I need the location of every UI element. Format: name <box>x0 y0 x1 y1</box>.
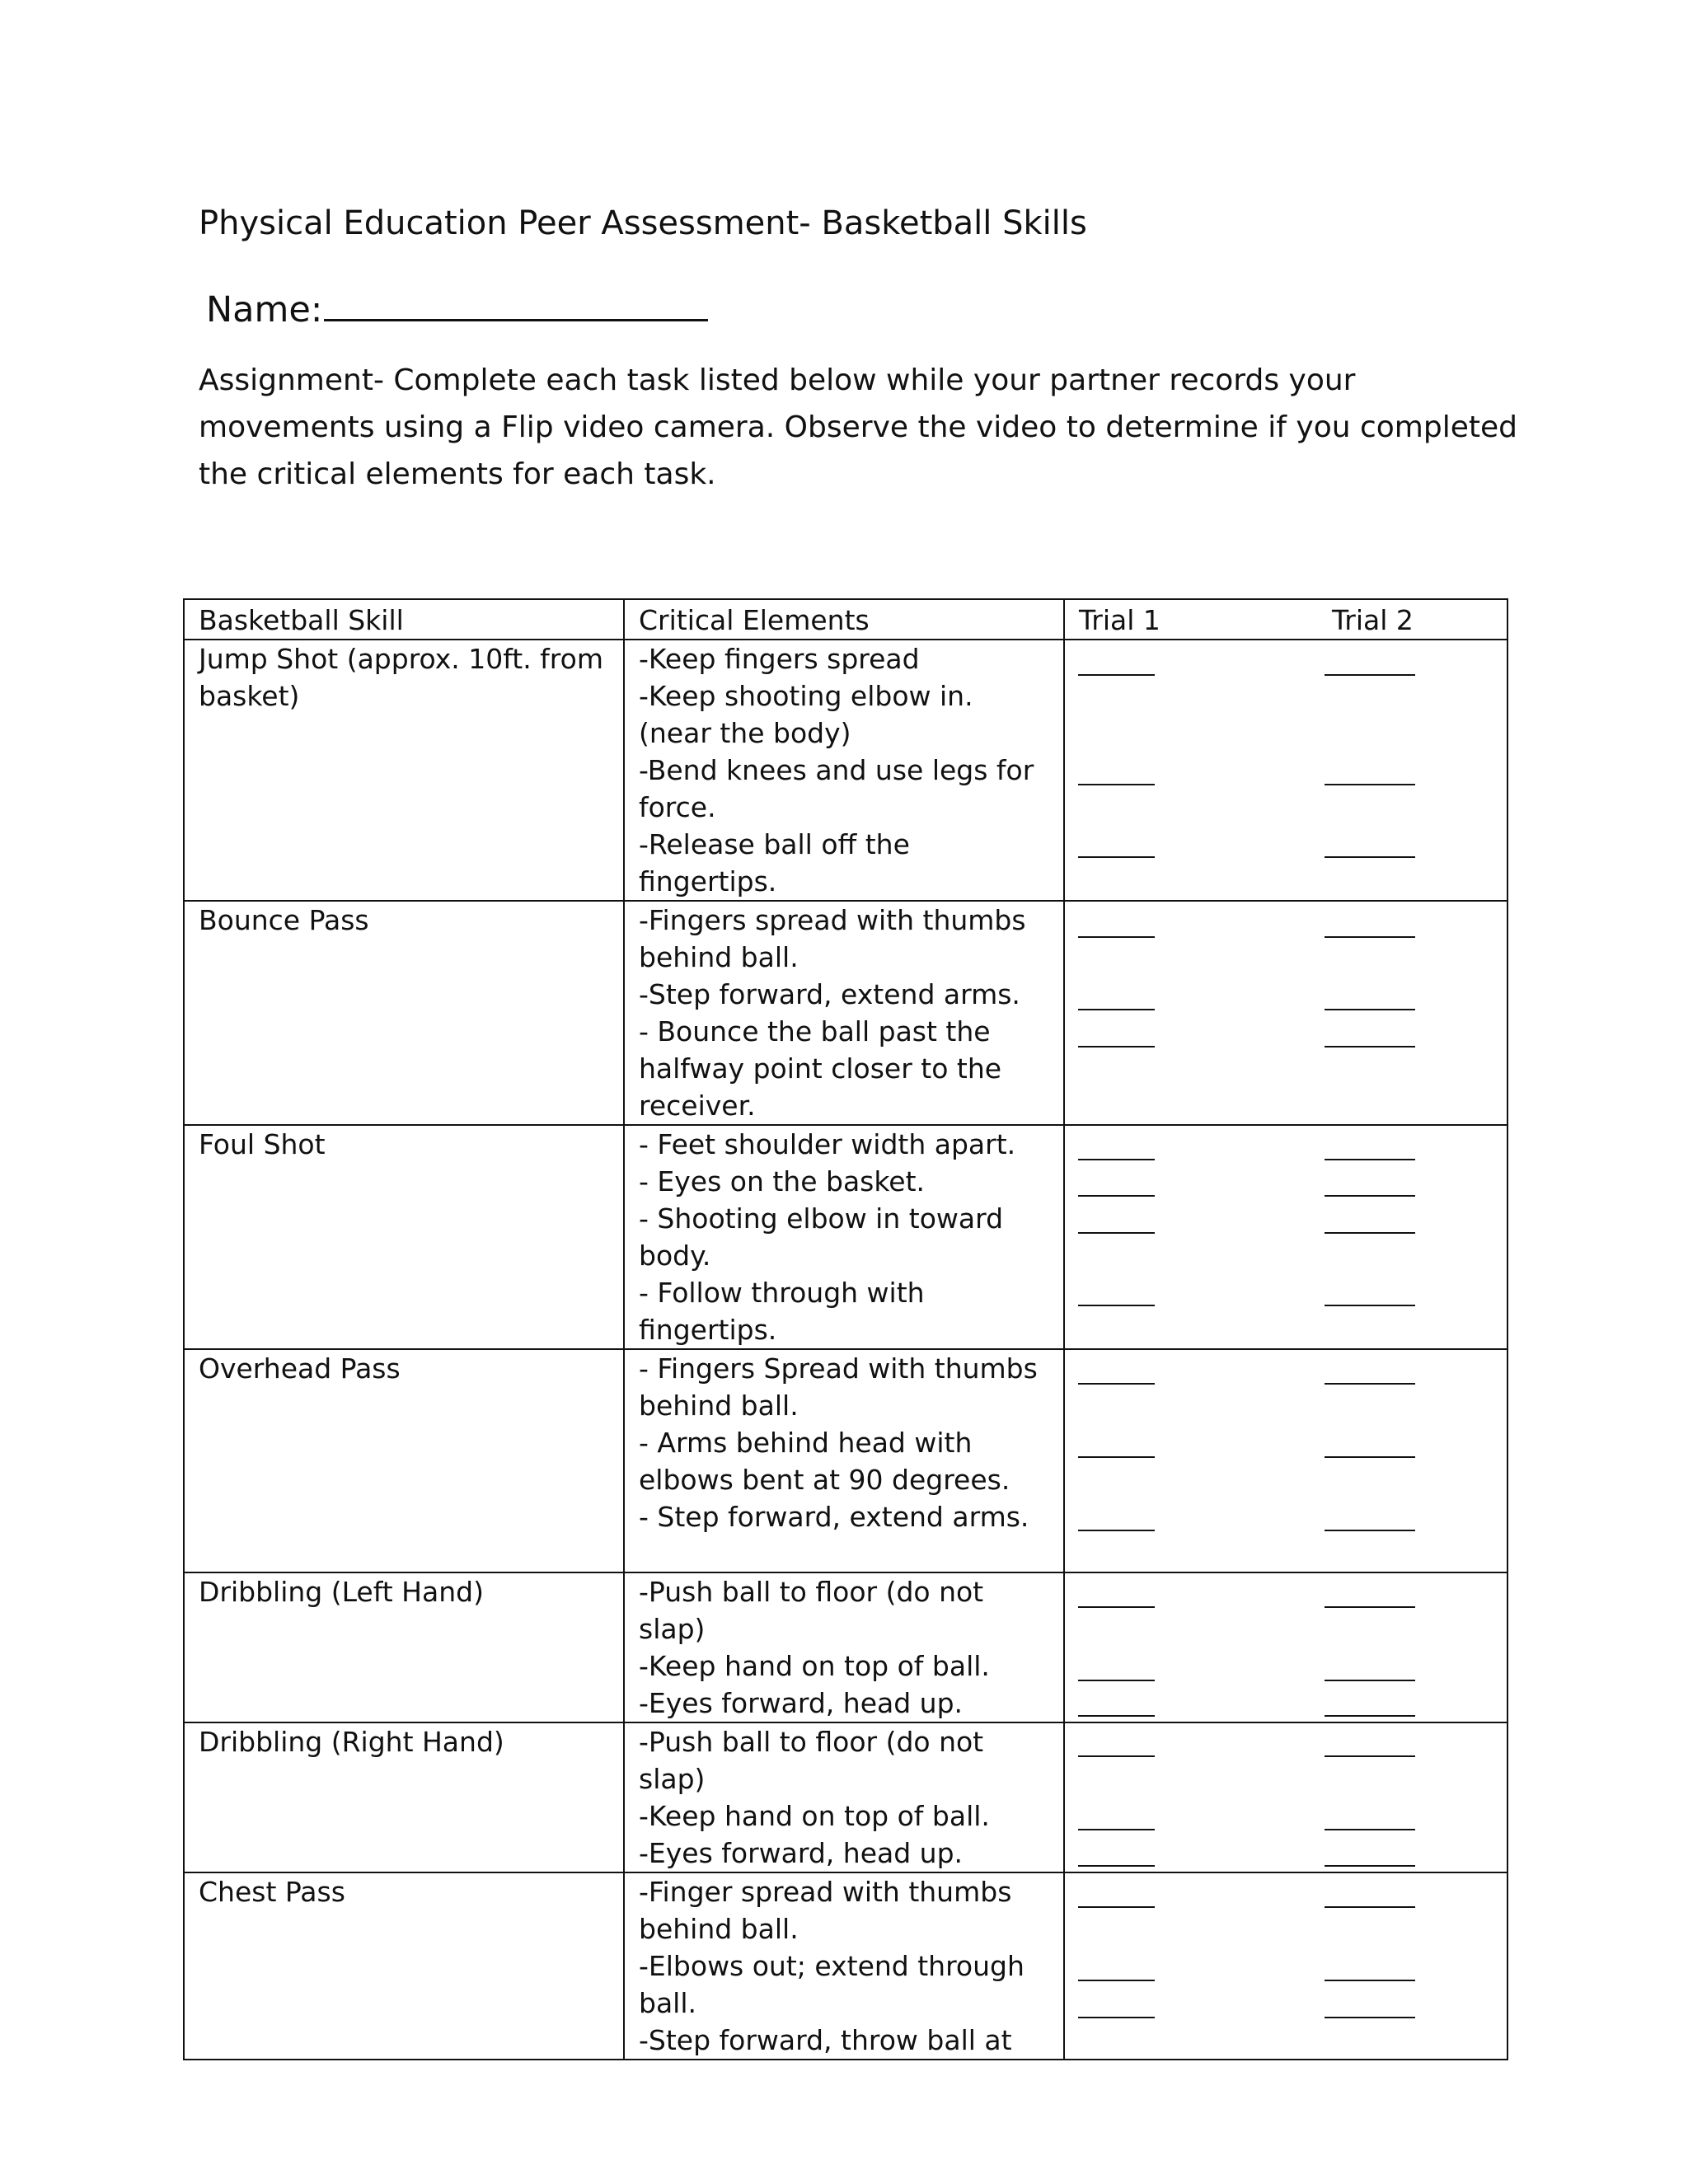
page-title: Physical Education Peer Assessment- Basketball Skills <box>199 204 1087 242</box>
trials-cell <box>1064 640 1507 901</box>
critical-element: -Step forward, throw ball at <box>639 2024 1012 2056</box>
elements-cell <box>624 640 1064 901</box>
table-row <box>184 1572 1507 1722</box>
elements-cell <box>624 1572 1064 1722</box>
header-trial-1: Trial 1 <box>1079 604 1160 636</box>
critical-element: - Follow through with fingertips. <box>639 1277 925 1346</box>
trial-2-blank[interactable] <box>1325 856 1415 858</box>
critical-element: -Keep hand on top of ball. <box>639 1650 990 1682</box>
trial-1-blank[interactable] <box>1078 1755 1155 1757</box>
trials-cell <box>1064 1125 1507 1349</box>
trials-cell <box>1064 1572 1507 1722</box>
trial-2-blank[interactable] <box>1325 1680 1415 1681</box>
trial-1-blank[interactable] <box>1078 1383 1155 1385</box>
trial-2-blank[interactable] <box>1325 674 1415 676</box>
elements-cell <box>624 1349 1064 1572</box>
table-row <box>184 640 1507 901</box>
skill-cell: Chest Pass <box>184 1872 624 2060</box>
name-label: Name: <box>206 289 323 330</box>
trial-1-blank[interactable] <box>1078 1159 1155 1160</box>
trial-2-blank[interactable] <box>1325 1865 1415 1867</box>
name-blank-line[interactable] <box>324 283 708 321</box>
trial-1-blank[interactable] <box>1078 1715 1155 1717</box>
skill-cell: Bounce Pass <box>184 901 624 1125</box>
trial-1-blank[interactable] <box>1078 856 1155 858</box>
trials-cell <box>1064 1722 1507 1872</box>
trial-1-blank[interactable] <box>1078 1906 1155 1908</box>
critical-element: - Shooting elbow in toward body. <box>639 1202 1004 1272</box>
trial-2-blank[interactable] <box>1325 1755 1415 1757</box>
critical-element: -Keep fingers spread <box>639 643 920 675</box>
trial-1-blank[interactable] <box>1078 674 1155 676</box>
header-critical-elements: Critical Elements <box>624 599 1064 640</box>
table-row <box>184 1872 1507 2060</box>
name-field <box>206 283 708 333</box>
trial-2-blank[interactable] <box>1325 1906 1415 1908</box>
trial-2-blank[interactable] <box>1325 1383 1415 1385</box>
critical-element: -Bend knees and use legs for force. <box>639 754 1034 823</box>
trial-1-blank[interactable] <box>1078 936 1155 938</box>
critical-element: - Feet shoulder width apart. <box>639 1128 1016 1160</box>
table-row <box>184 1722 1507 1872</box>
elements-cell <box>624 1125 1064 1349</box>
trial-1-blank[interactable] <box>1078 784 1155 785</box>
critical-element: -Fingers spread with thumbs behind ball. <box>639 904 1026 973</box>
critical-element: -Keep shooting elbow in. (near the body) <box>639 680 973 749</box>
header-trial-2: Trial 2 <box>1332 604 1414 636</box>
critical-element: -Eyes forward, head up. <box>639 1837 964 1869</box>
trial-1-blank[interactable] <box>1078 1680 1155 1681</box>
trial-1-blank[interactable] <box>1078 1530 1155 1531</box>
trial-2-blank[interactable] <box>1325 1715 1415 1717</box>
critical-element: -Push ball to floor (do not slap) <box>639 1576 984 1645</box>
trial-2-blank[interactable] <box>1325 1046 1415 1047</box>
trial-2-blank[interactable] <box>1325 936 1415 938</box>
critical-element: -Finger spread with thumbs behind ball. <box>639 1876 1012 1945</box>
critical-element: -Elbows out; extend through ball. <box>639 1950 1025 2019</box>
critical-element: - Arms behind head with elbows bent at 90 degrees. <box>639 1427 1010 1496</box>
assessment-table <box>183 598 1508 2060</box>
trial-2-blank[interactable] <box>1325 1195 1415 1197</box>
trial-2-blank[interactable] <box>1325 1829 1415 1830</box>
critical-element: - Step forward, extend arms. <box>639 1501 1029 1533</box>
table-header-row <box>184 599 1507 640</box>
trial-1-blank[interactable] <box>1078 1456 1155 1458</box>
critical-element: -Push ball to floor (do not slap) <box>639 1726 984 1795</box>
skill-cell: Dribbling (Right Hand) <box>184 1722 624 1872</box>
critical-element: -Eyes forward, head up. <box>639 1687 964 1719</box>
trial-2-blank[interactable] <box>1325 1606 1415 1608</box>
trial-2-blank[interactable] <box>1325 1980 1415 1981</box>
critical-element: -Keep hand on top of ball. <box>639 1800 990 1832</box>
trial-1-blank[interactable] <box>1078 1980 1155 1981</box>
critical-element: -Step forward, extend arms. <box>639 978 1020 1010</box>
trial-2-blank[interactable] <box>1325 784 1415 785</box>
trial-2-blank[interactable] <box>1325 1530 1415 1531</box>
trials-cell <box>1064 1872 1507 2060</box>
skill-cell: Overhead Pass <box>184 1349 624 1572</box>
trial-1-blank[interactable] <box>1078 1232 1155 1234</box>
skill-cell: Jump Shot (approx. 10ft. from basket) <box>184 640 624 901</box>
skill-cell: Foul Shot <box>184 1125 624 1349</box>
trial-2-blank[interactable] <box>1325 1232 1415 1234</box>
critical-element: - Eyes on the basket. <box>639 1165 926 1197</box>
trial-2-blank[interactable] <box>1325 1159 1415 1160</box>
skill-cell: Dribbling (Left Hand) <box>184 1572 624 1722</box>
trial-2-blank[interactable] <box>1325 2017 1415 2018</box>
header-trials <box>1064 599 1507 640</box>
elements-cell <box>624 901 1064 1125</box>
trial-1-blank[interactable] <box>1078 2017 1155 2018</box>
elements-cell <box>624 1872 1064 2060</box>
trials-cell <box>1064 901 1507 1125</box>
assignment-instructions: Assignment- Complete each task listed below while your partner records your movements using a Flip video camera. Observe the video to determine if you completed the critical elements for each task. <box>199 363 1517 491</box>
trial-2-blank[interactable] <box>1325 1305 1415 1306</box>
trials-cell <box>1064 1349 1507 1572</box>
trial-1-blank[interactable] <box>1078 1606 1155 1608</box>
table-row <box>184 1349 1507 1572</box>
header-basketball-skill: Basketball Skill <box>184 599 624 640</box>
critical-element: -Release ball off the fingertips. <box>639 828 910 898</box>
table-row <box>184 901 1507 1125</box>
critical-element: - Bounce the ball past the halfway point closer to the receiver. <box>639 1015 1002 1122</box>
table-row <box>184 1125 1507 1349</box>
trial-1-blank[interactable] <box>1078 1305 1155 1306</box>
trial-2-blank[interactable] <box>1325 1456 1415 1458</box>
trial-1-blank[interactable] <box>1078 1865 1155 1867</box>
critical-element: - Fingers Spread with thumbs behind ball. <box>639 1352 1038 1422</box>
trial-2-blank[interactable] <box>1325 1009 1415 1010</box>
elements-cell <box>624 1722 1064 1872</box>
trial-1-blank[interactable] <box>1078 1046 1155 1047</box>
trial-1-blank[interactable] <box>1078 1195 1155 1197</box>
trial-1-blank[interactable] <box>1078 1009 1155 1010</box>
trial-1-blank[interactable] <box>1078 1829 1155 1830</box>
